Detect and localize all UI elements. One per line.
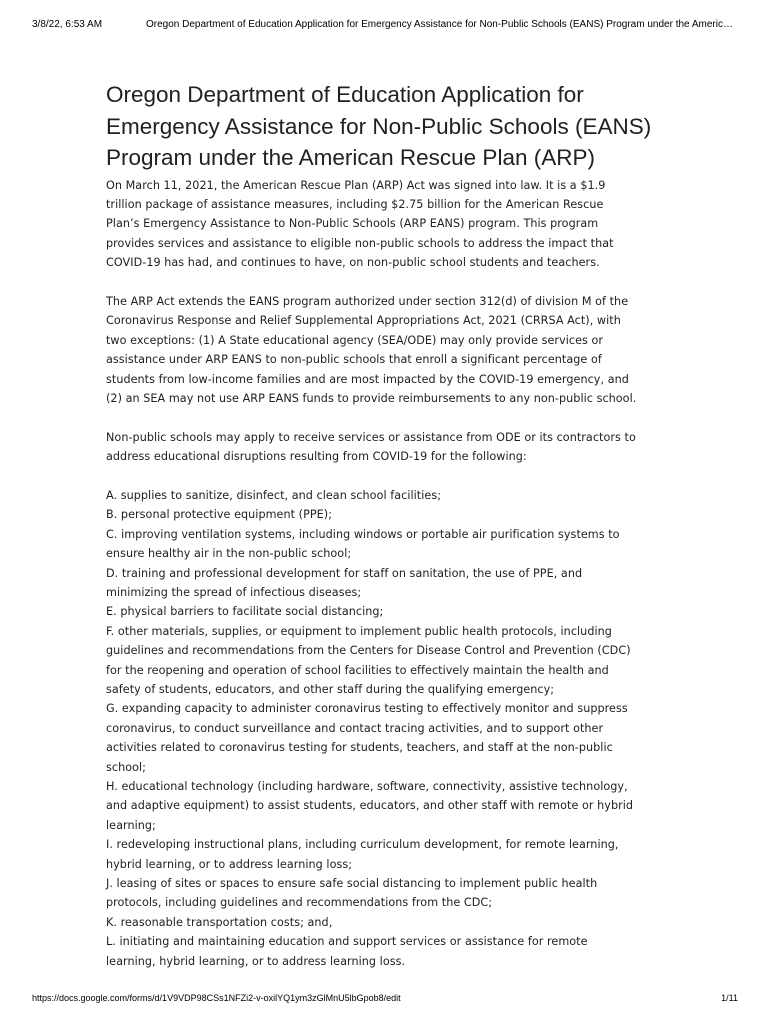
list-item: guidelines and recommendations from the Centers for Disease Control and Prevention (CDC)	[106, 644, 631, 658]
list-item: hybrid learning, or to address learning loss;	[106, 857, 353, 871]
paragraph-line: address educational disruptions resulting from COVID-19 for the following:	[106, 450, 527, 464]
eligibility-paragraph	[106, 428, 676, 467]
form-title-line: Oregon Department of Education Application for	[106, 82, 584, 107]
list-item: and adaptive equipment) to assist students, educators, and other staff with remote or hybrid	[106, 799, 634, 813]
paragraph-line: assistance under ARP EANS to non-public schools that enroll a significant percentage of	[106, 353, 602, 367]
paragraph-line: Non-public schools may apply to receive services or assistance from ODE or its contractors to	[106, 430, 636, 444]
paragraph-line: COVID-19 has had, and continues to have, on non-public school students and teachers.	[106, 256, 600, 270]
list-item: C. improving ventilation systems, including windows or portable air purification systems to	[106, 527, 620, 541]
list-item: E. physical barriers to facilitate social distancing;	[106, 605, 384, 619]
paragraph-line: two exceptions: (1) A State educational agency (SEA/ODE) may only provide services or	[106, 333, 604, 347]
form-description	[106, 176, 676, 972]
print-page-number: 1/11	[721, 993, 738, 1003]
list-item: H. educational technology (including hardware, software, connectivity, assistive technology,	[106, 780, 628, 794]
paragraph-line: On March 11, 2021, the American Rescue Plan (ARP) Act was signed into law. It is a $1.9	[106, 178, 606, 192]
print-page-title: Oregon Department of Education Application for Emergency Assistance for Non-Public Schools (EANS) Program under the Americ…	[146, 19, 733, 30]
list-item: F. other materials, supplies, or equipment to implement public health protocols, including	[106, 624, 612, 638]
paragraph-line: The ARP Act extends the EANS program authorized under section 312(d) of division M of the	[106, 294, 629, 308]
list-item: protocols, including guidelines and recommendations from the CDC;	[106, 896, 493, 910]
list-item: I. redeveloping instructional plans, including curriculum development, for remote learning,	[106, 838, 619, 852]
list-item: school;	[106, 760, 146, 774]
intro-paragraph	[106, 176, 676, 273]
list-item: K. reasonable transportation costs; and,	[106, 915, 333, 929]
form-title-line: Emergency Assistance for Non-Public Schools (EANS)	[106, 113, 652, 139]
paragraph-line: Plan’s Emergency Assistance to Non-Public Schools (ARP EANS) program. This program	[106, 217, 599, 231]
list-item: J. leasing of sites or spaces to ensure safe social distancing to implement public health	[106, 877, 598, 891]
list-item: ensure healthy air in the non-public school;	[106, 547, 352, 561]
list-item: activities related to coronavirus testing for students, teachers, and staff at the non-public	[106, 741, 613, 755]
list-item: for the reopening and operation of school facilities to effectively maintain the health and	[106, 663, 609, 677]
list-item: B. personal protective equipment (PPE);	[106, 508, 333, 522]
print-page-url: https://docs.google.com/forms/d/1V9VDP98CSs1NFZi2-v-oxilYQ1ym3zGlMnU5lbGpob8/edit	[32, 993, 401, 1003]
paragraph-line: students from low-income families and are most impacted by the COVID-19 emergency, and	[106, 372, 629, 386]
paragraph-line: Coronavirus Response and Relief Supplemental Appropriations Act, 2021 (CRRSA Act), with	[106, 314, 621, 328]
list-item: learning;	[106, 818, 156, 832]
list-item: A. supplies to sanitize, disinfect, and clean school facilities;	[106, 488, 442, 502]
form-title-line: Program under the American Rescue Plan (ARP)	[106, 145, 595, 170]
list-item: G. expanding capacity to administer coronavirus testing to effectively monitor and suppress	[106, 702, 628, 716]
list-item: L. initiating and maintaining education and support services or assistance for remote	[106, 935, 588, 949]
paragraph-line: provides services and assistance to eligible non-public schools to address the impact that	[106, 236, 614, 250]
list-item: safety of students, educators, and other staff during the qualifying emergency;	[106, 683, 555, 697]
form-description-section	[106, 79, 676, 971]
list-item: D. training and professional development for staff on sanitation, the use of PPE, and	[106, 566, 583, 580]
print-header	[32, 17, 742, 33]
list-item: minimizing the spread of infectious diseases;	[106, 585, 362, 599]
allowable-uses-list	[106, 486, 676, 971]
print-footer	[32, 991, 738, 1005]
paragraph-line: trillion package of assistance measures, including $2.75 billion for the American Rescue	[106, 197, 604, 211]
arp-act-paragraph	[106, 292, 676, 408]
list-item: coronavirus, to conduct surveillance and contact tracing activities, and to support other	[106, 721, 604, 735]
list-item: learning, hybrid learning, or to address learning loss.	[106, 954, 406, 968]
paragraph-line: (2) an SEA may not use ARP EANS funds to provide reimbursements to any non-public school.	[106, 391, 637, 405]
print-datetime: 3/8/22, 6:53 AM	[32, 19, 103, 30]
form-title	[106, 79, 676, 174]
